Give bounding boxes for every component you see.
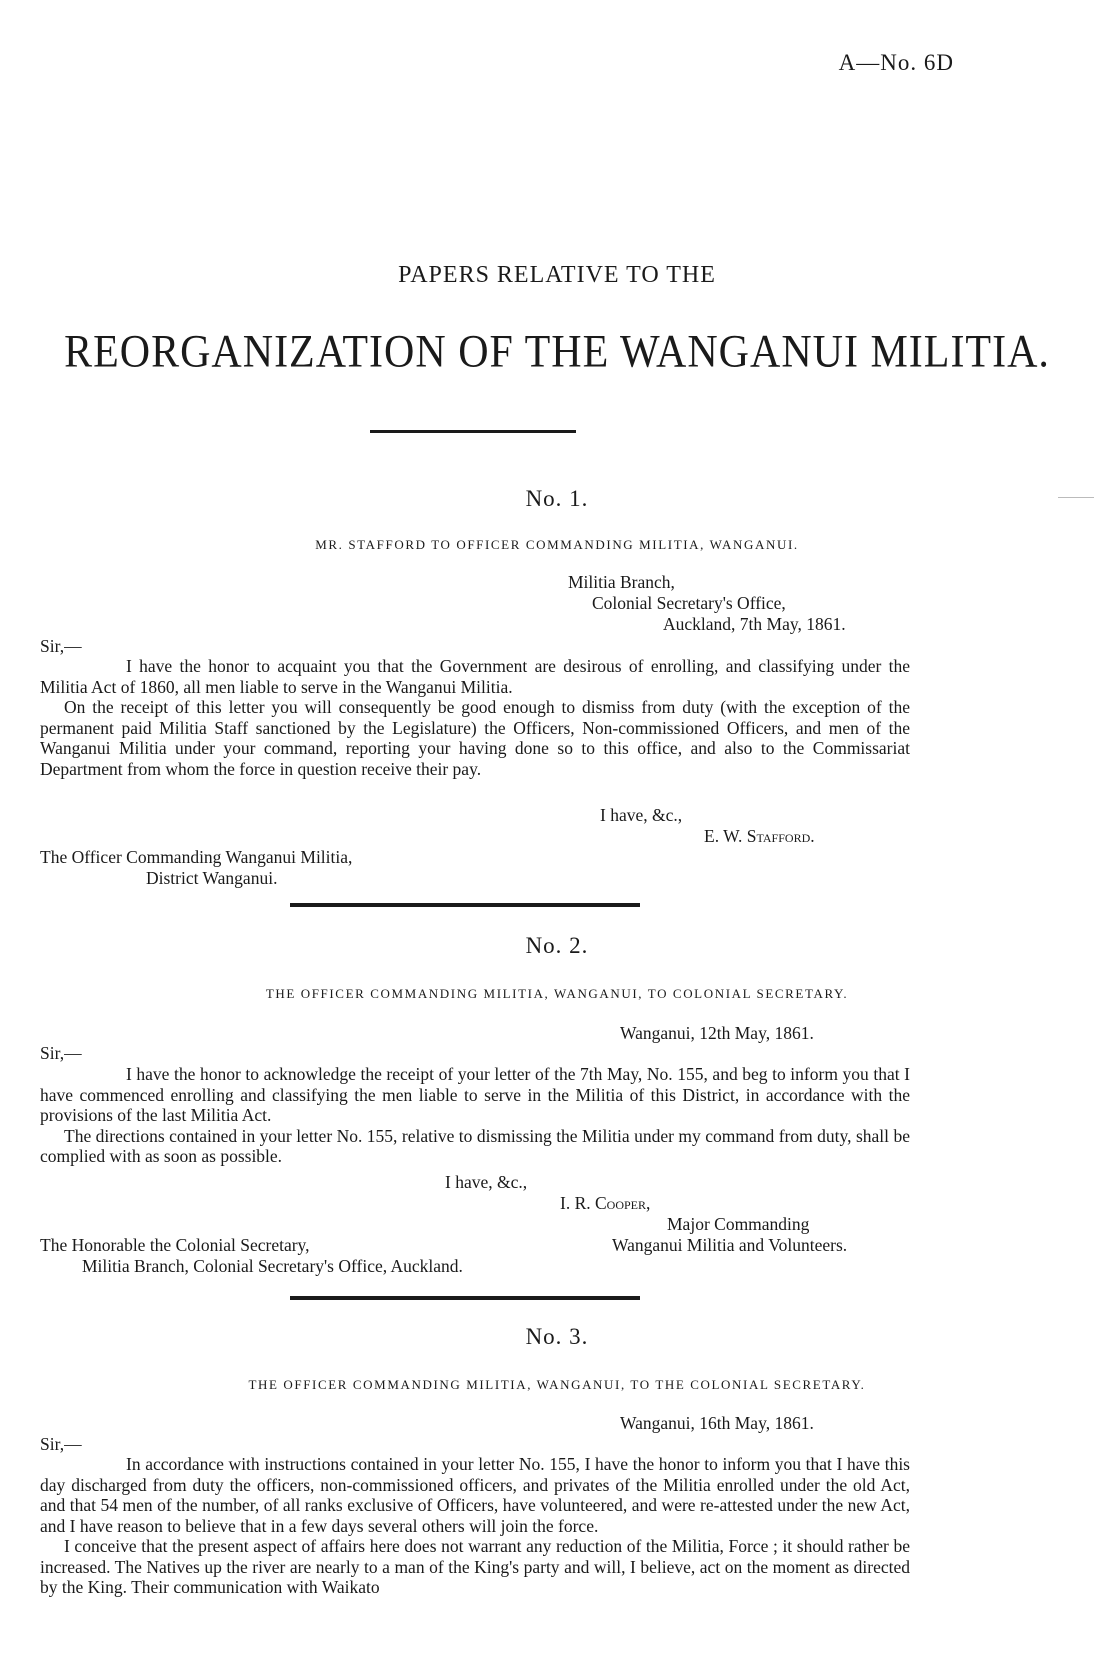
letter-1-address-line-1: Militia Branch, bbox=[568, 572, 675, 592]
letter-3-body bbox=[40, 1454, 910, 1598]
letter-1-recipient-line-1: The Officer Commanding Wanganui Militia, bbox=[40, 847, 353, 867]
letter-3-number: No. 3. bbox=[525, 1324, 589, 1349]
letter-1-closing: I have, &c., bbox=[600, 805, 683, 825]
letter-1-number: No. 1. bbox=[525, 486, 589, 511]
page-identifier: A—No. 6D bbox=[838, 50, 954, 75]
letter-1-body bbox=[40, 656, 910, 779]
letter-2-signature-title-line-1: Major Commanding bbox=[667, 1214, 810, 1234]
letter-1-salutation: Sir,— bbox=[40, 636, 82, 656]
letter-1-address-line-2: Colonial Secretary's Office, bbox=[592, 593, 786, 613]
letter-1-signature: E. W. Stafford. bbox=[704, 826, 815, 846]
letter-3-paragraph-1: In accordance with instructions contained in your letter No. 155, I have the honor to inform you that I have this day discharged from duty the officers, non-commissioned officers, and privates of the Militia enrolled under the old Act, and that 54 men of the number, of all ranks exclusive of Officers, have volunteered, and were re-attested under the new Act, and I have reason to believe that in a few days several others will join the force. bbox=[40, 1454, 910, 1536]
letter-2-salutation: Sir,— bbox=[40, 1043, 82, 1063]
letter-1-paragraph-1: I have the honor to acquaint you that the Government are desirous of enrolling, and classifying under the Militia Act of 1860, all men liable to serve in the Wanganui Militia. bbox=[40, 656, 910, 697]
letter-3-heading: THE OFFICER COMMANDING MILITIA, WANGANUI, TO THE COLONIAL SECRETARY. bbox=[248, 1377, 866, 1392]
letter-2-number: No. 2. bbox=[525, 933, 589, 958]
letter-1-heading: MR. STAFFORD TO OFFICER COMMANDING MILITIA, WANGANUI. bbox=[315, 537, 799, 552]
letter-2-address-line-1: Wanganui, 12th May, 1861. bbox=[620, 1023, 814, 1043]
letter-3-address-line-1: Wanganui, 16th May, 1861. bbox=[620, 1413, 814, 1433]
document-title-line-1: PAPERS RELATIVE TO THE bbox=[398, 262, 716, 288]
letter-2-recipient-line-2: Militia Branch, Colonial Secretary's Office, Auckland. bbox=[82, 1256, 463, 1276]
letter-2-signature-title-line-2: Wanganui Militia and Volunteers. bbox=[612, 1235, 848, 1255]
letter-2-signature: I. R. Cooper, bbox=[560, 1193, 651, 1213]
letter-2-heading: THE OFFICER COMMANDING MILITIA, WANGANUI, TO COLONIAL SECRETARY. bbox=[265, 986, 849, 1001]
document-title-line-2: REORGANIZATION OF THE WANGANUI MILITIA. bbox=[64, 326, 1050, 378]
letter-3-paragraph-2: I conceive that the present aspect of affairs here does not warrant any reduction of the Militia, Force ; it should rather be increased. The Natives up the river are nearly to a man of the King's party and will, I believe, act on the moment as directed by the King. Their communication with Waikato bbox=[40, 1536, 910, 1597]
letter-2-body bbox=[40, 1064, 910, 1167]
title-divider bbox=[370, 430, 576, 433]
letter-2-divider bbox=[290, 1296, 640, 1300]
letter-1-recipient-line-2: District Wanganui. bbox=[146, 868, 278, 888]
letter-2-paragraph-1: I have the honor to acknowledge the receipt of your letter of the 7th May, No. 155, and beg to inform you that I have commenced enrolling and classifying the men liable to serve in the Militia of this District, in accordance with the provisions of the last Militia Act. bbox=[40, 1064, 910, 1125]
letter-2-recipient-line-1: The Honorable the Colonial Secretary, bbox=[40, 1235, 310, 1255]
letter-2-closing: I have, &c., bbox=[445, 1172, 528, 1192]
letter-1-divider bbox=[290, 903, 640, 907]
letter-1-address-line-3: Auckland, 7th May, 1861. bbox=[663, 614, 846, 634]
letter-2-paragraph-2: The directions contained in your letter No. 155, relative to dismissing the Militia under my command from duty, shall be complied with as soon as possible. bbox=[40, 1125, 910, 1166]
letter-1-paragraph-2: On the receipt of this letter you will consequently be good enough to dismiss from duty (with the exception of the permanent paid Militia Staff sanctioned by the Legislature) the Officers, Non-commissioned Officers, and men of the Wanganui Militia under your command, reporting your having done so to this office, and also to the Commissariat Department from whom the force in question receive their pay. bbox=[40, 697, 910, 779]
letter-3-salutation: Sir,— bbox=[40, 1434, 82, 1454]
